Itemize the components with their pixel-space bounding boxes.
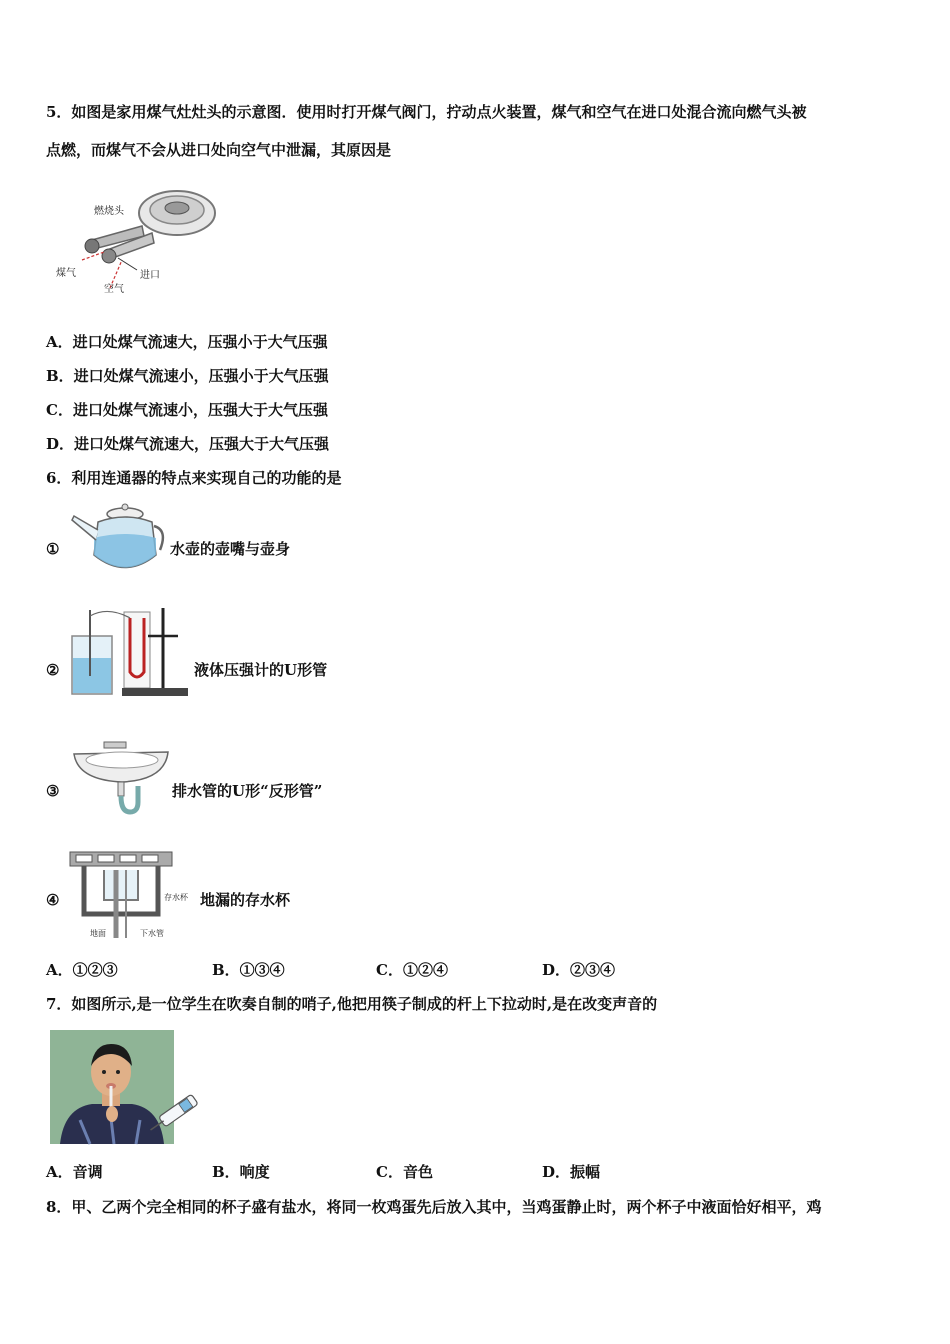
- q7-option-a: A．音调: [46, 1163, 103, 1181]
- label-inlet: 进口: [140, 270, 160, 281]
- q6-item4-marker: ④: [46, 891, 60, 909]
- q6-item2-marker: ②: [46, 661, 60, 679]
- q6-item3-text: 排水管的U形“反形管”: [172, 782, 323, 800]
- label-air: 空气: [104, 284, 124, 295]
- q7-stem: 7．如图所示,是一位学生在吹奏自制的哨子,他把用筷子制成的杆上下拉动时,是在改变声音的: [46, 995, 658, 1013]
- q6-item1-text: 水壶的壶嘴与壶身: [170, 540, 291, 558]
- q6-item4-text: 地漏的存水杯: [200, 891, 291, 909]
- q7-option-b: B．响度: [212, 1163, 270, 1181]
- label-gas: 煤气: [56, 268, 76, 279]
- q6-option-a: A．①②③: [46, 961, 118, 979]
- q6-option-c: C．①②④: [376, 961, 448, 979]
- label-water-cup: 存水杯: [164, 893, 188, 902]
- floor-drain-figure: [68, 850, 200, 940]
- q5-stem-line1: 5．如图是家用煤气灶灶头的示意图．使用时打开煤气阀门，拧动点火装置，煤气和空气在进口处混合流向燃气头被: [46, 103, 807, 121]
- label-drain-pipe: 下水管: [140, 929, 164, 938]
- kettle-figure: [70, 500, 165, 578]
- gas-burner-figure: [52, 178, 217, 298]
- q6-item1-marker: ①: [46, 540, 60, 558]
- q8-stem: 8．甲、乙两个完全相同的杯子盛有盐水，将同一枚鸡蛋先后放入其中，当鸡蛋静止时，两个杯子中液面恰好相平，鸡: [46, 1198, 822, 1216]
- q5-option-a: A．进口处煤气流速大，压强小于大气压强: [46, 333, 328, 351]
- label-floor: 地面: [90, 929, 106, 938]
- q6-item2-text: 液体压强计的U形管: [194, 661, 328, 679]
- student-whistle-photo: [50, 1030, 210, 1145]
- q5-option-b: B．进口处煤气流速小，压强小于大气压强: [46, 367, 329, 385]
- q5-option-d: D．进口处煤气流速大，压强大于大气压强: [46, 435, 330, 453]
- q6-item3-marker: ③: [46, 782, 60, 800]
- q6-stem: 6．利用连通器的特点来实现自己的功能的是: [46, 469, 342, 487]
- q5-option-c: C．进口处煤气流速小，压强大于大气压强: [46, 401, 328, 419]
- pressure-gauge-figure: [68, 606, 190, 698]
- sink-trap-figure: [70, 740, 172, 820]
- q6-option-b: B．①③④: [212, 961, 285, 979]
- q7-option-c: C．音色: [376, 1163, 433, 1181]
- q5-stem-line2: 点燃，而煤气不会从进口处向空气中泄漏，其原因是: [46, 141, 392, 159]
- label-burner: 燃烧头: [94, 206, 124, 217]
- q7-option-d: D．振幅: [542, 1163, 601, 1181]
- q6-option-d: D．②③④: [542, 961, 616, 979]
